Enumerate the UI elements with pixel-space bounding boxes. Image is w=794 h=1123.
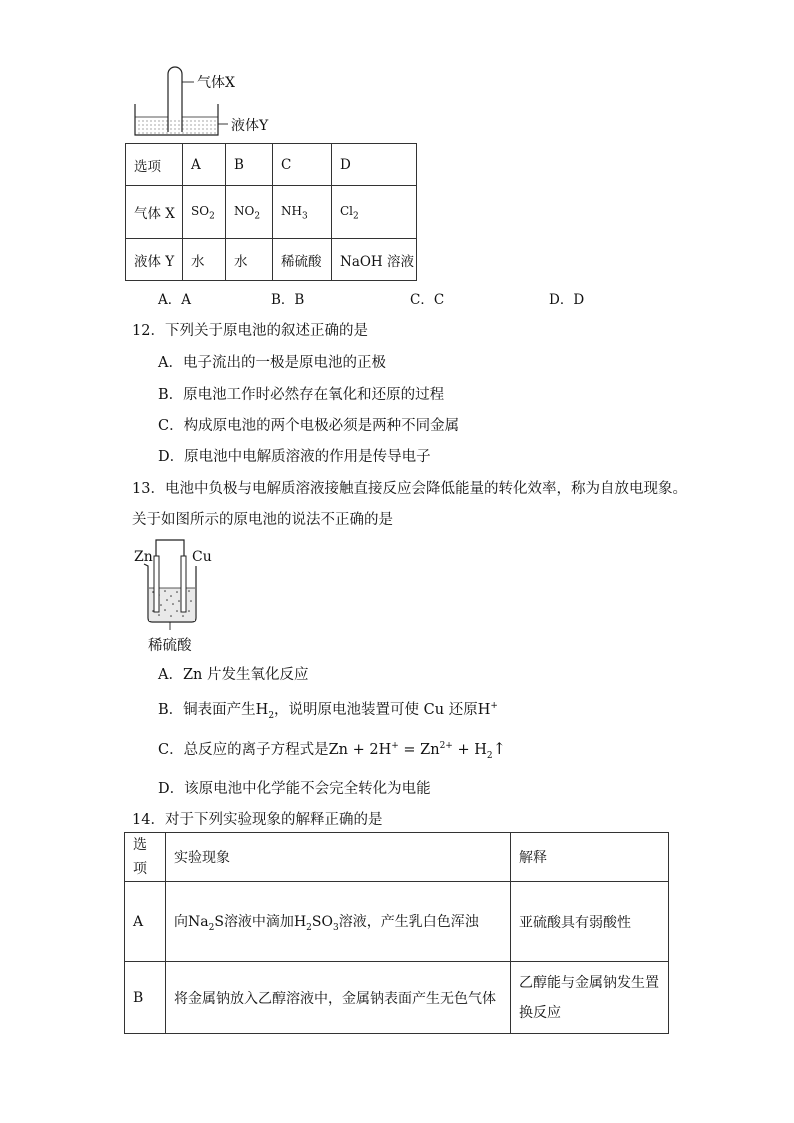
row-label-liquid: 液体 Y xyxy=(126,239,183,281)
row-a-explanation: 亚硫酸具有弱酸性 xyxy=(511,882,669,962)
row-b-explanation: 乙醇能与金属钠发生置 换反应 xyxy=(511,962,669,1034)
gas-x-label: 气体X xyxy=(197,75,235,91)
q12-option-d: D．原电池中电解质溶液的作用是传导电子 xyxy=(158,449,431,465)
liquid-y-label: 液体Y xyxy=(231,118,269,134)
gas-cell-d: $Cl_2$ xyxy=(332,186,417,239)
liquid-cell-a: 水 xyxy=(183,239,226,281)
q12-option-a: A．电子流出的一极是原电池的正极 xyxy=(158,355,386,371)
table-header-a: A xyxy=(183,144,226,186)
row-label-gas: 气体 X xyxy=(126,186,183,239)
q11-option-a: A．A xyxy=(158,292,191,308)
q11-option-d: D．D xyxy=(549,292,585,308)
liquid-cell-b: 水 xyxy=(226,239,273,281)
table-header-b: B xyxy=(226,144,273,186)
q14-stem: 14．对于下列实验现象的解释正确的是 xyxy=(132,812,383,828)
q12-stem: 12．下列关于原电池的叙述正确的是 xyxy=(132,323,368,339)
experiment-table xyxy=(124,832,669,1034)
gas-cell-a: $SO_2$ xyxy=(183,186,226,239)
zn-label: Zn xyxy=(134,549,153,565)
q11-option-c: C．C xyxy=(410,292,445,308)
liquid-cell-d: NaOH 溶液 xyxy=(332,239,417,281)
gas-cell-b: $NO_2$ xyxy=(226,186,273,239)
q13-option-c: C．总反应的离子方程式是$Zn + 2H^+ = Zn^{2+}$ + $H_2↑$ xyxy=(158,739,507,761)
q13-option-b: B．铜表面产生$H_2$，说明原电池装置可使 Cu 还原H+ xyxy=(158,701,498,721)
header-explanation: 解释 xyxy=(511,833,669,882)
cu-label: Cu xyxy=(192,549,212,565)
acid-label: 稀硫酸 xyxy=(148,638,192,654)
q11-option-b: B．B xyxy=(271,292,305,308)
q13-stem-line1: 13．电池中负极与电解质溶液接触直接反应会降低能量的转化效率，称为自放电现象。 xyxy=(132,481,687,497)
row-a-label: A xyxy=(125,882,166,962)
q13-option-a: A．Zn 片发生氧化反应 xyxy=(158,667,309,683)
row-b-label: B xyxy=(125,962,166,1034)
gas-cell-c: $NH_3$ xyxy=(273,186,332,239)
galvanic-cell-figure xyxy=(130,530,230,635)
table-header-option: 选项 xyxy=(126,144,183,186)
row-a-phenomenon: 向$Na_2S$溶液中滴加$H_2SO_3$溶液，产生乳白色浑浊 xyxy=(166,882,511,962)
header-phenomenon: 实验现象 xyxy=(166,833,511,882)
table-header-d: D xyxy=(332,144,417,186)
row-b-phenomenon: 将金属钠放入乙醇溶液中，金属钠表面产生无色气体 xyxy=(166,962,511,1034)
gas-liquid-table xyxy=(125,143,417,281)
q13-stem-line2: 关于如图所示的原电池的说法不正确的是 xyxy=(132,512,393,528)
table-header-c: C xyxy=(273,144,332,186)
q12-option-c: C．构成原电池的两个电极必须是两种不同金属 xyxy=(158,418,460,434)
liquid-cell-c: 稀硫酸 xyxy=(273,239,332,281)
header-option: 选 项 xyxy=(125,833,166,882)
q13-option-d: D．该原电池中化学能不会完全转化为电能 xyxy=(158,781,431,797)
q12-option-b: B．原电池工作时必然存在氧化和还原的过程 xyxy=(158,387,445,403)
